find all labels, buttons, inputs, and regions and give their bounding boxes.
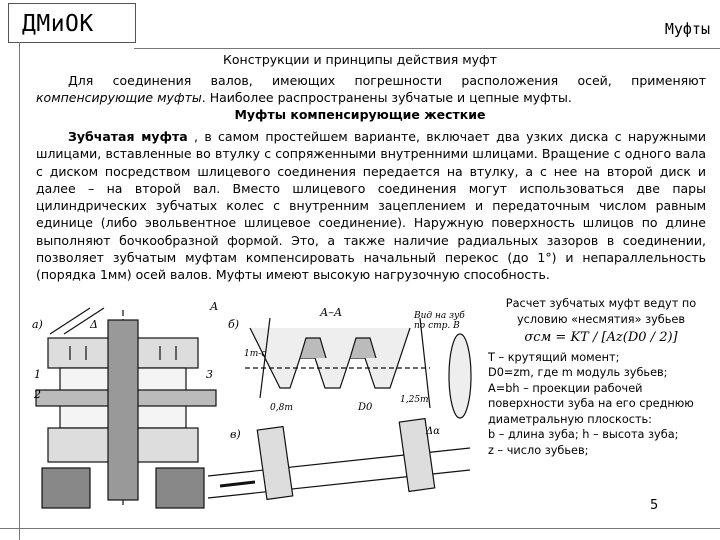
- fig-label-a-mark: А: [210, 300, 219, 313]
- def-torque: T – крутящий момент;: [488, 350, 620, 364]
- lead-term: Зубчатая муфта: [68, 129, 188, 144]
- fig-callout-3: 3: [206, 368, 213, 381]
- fig-callout-1: 1: [34, 368, 41, 381]
- fig-label-delta: Δ: [90, 318, 98, 331]
- def-area: A=bh – проекции рабочей поверхности зуба на его среднюю диаметральную плоскость:: [488, 381, 694, 426]
- fig-view-label-2: по стр. В: [414, 321, 460, 331]
- fig-dim-3: 1,25m: [400, 395, 429, 405]
- fig-label-b: б): [228, 318, 240, 331]
- section-heading: Муфты компенсирующие жесткие: [234, 107, 486, 122]
- term-emphasis: компенсирующие муфты: [36, 90, 202, 106]
- top-rule: [134, 48, 720, 49]
- fig-label-a: а): [32, 318, 43, 331]
- bottom-rule: [0, 528, 720, 529]
- fig-label-v: в): [230, 428, 241, 441]
- page-subtitle: Конструкции и принципы действия муфт: [223, 52, 497, 67]
- header-title-box: [8, 3, 136, 43]
- fig-callout-2: 2: [34, 388, 41, 401]
- sidebar-calculation: [488, 296, 714, 458]
- gear-coupling-drawing: [30, 298, 475, 520]
- def-length-height: b – длина зуба; h – высота зуба;: [488, 428, 679, 441]
- def-diameter: D0=zm, где m модуль зубьев;: [488, 366, 668, 379]
- fig-dim-d0: D0: [358, 402, 373, 413]
- fig-dim-1: 1m-c: [244, 349, 267, 359]
- def-teeth: z – число зубьев;: [488, 443, 589, 457]
- fig-dim-da: Δα: [426, 426, 440, 437]
- fig-view-label: Вид на зуб: [414, 311, 465, 321]
- header-title: ДМиОК: [22, 11, 94, 37]
- header-section: Муфты: [664, 20, 710, 38]
- body-paragraph: Зубчатая муфта , в самом простейшем варианте, включает два узких диска с наружными шлицами, вставленные во втулку с сопряженными внутренними шлицами. Вращение с одного вала с диском посредством шлицевого соединения передается на втулку, а с нее на второй диск и далее – на второй вал. Вместо шлицевого соединения могут использоваться две пары цилиндрических зубчатых колес с внутренним зацеплением и передаточным числом равным единице (либо эвольвентное шлицевое соединение). Наружную поверхность шлицов по длине выполняют бочкообразной формой. Это, а также наличие радиальных зазоров в соединении, позволяет зубчатым муфтам компенсировать начальный перекос (до 1°) и непараллельность (порядка 1мм) осей валов. Муфты имеют высокую нагрузочную способность.: [36, 129, 706, 283]
- calc-condition: Расчет зубчатых муфт ведут по условию «несмятия» зубьев: [505, 297, 697, 326]
- fig-dim-2: 0,8m: [270, 403, 293, 413]
- calc-formula: σсм = KT / [Az(D0 / 2)]: [524, 330, 678, 345]
- page-number: 5: [650, 498, 659, 513]
- intro-paragraph: Для соединения валов, имеющих погрешности расположения осей, применяют компенсирующие муфты. Наиболее распространены зубчатые и цепные муфты.: [36, 73, 706, 106]
- fig-label-aa: А–А: [320, 306, 343, 319]
